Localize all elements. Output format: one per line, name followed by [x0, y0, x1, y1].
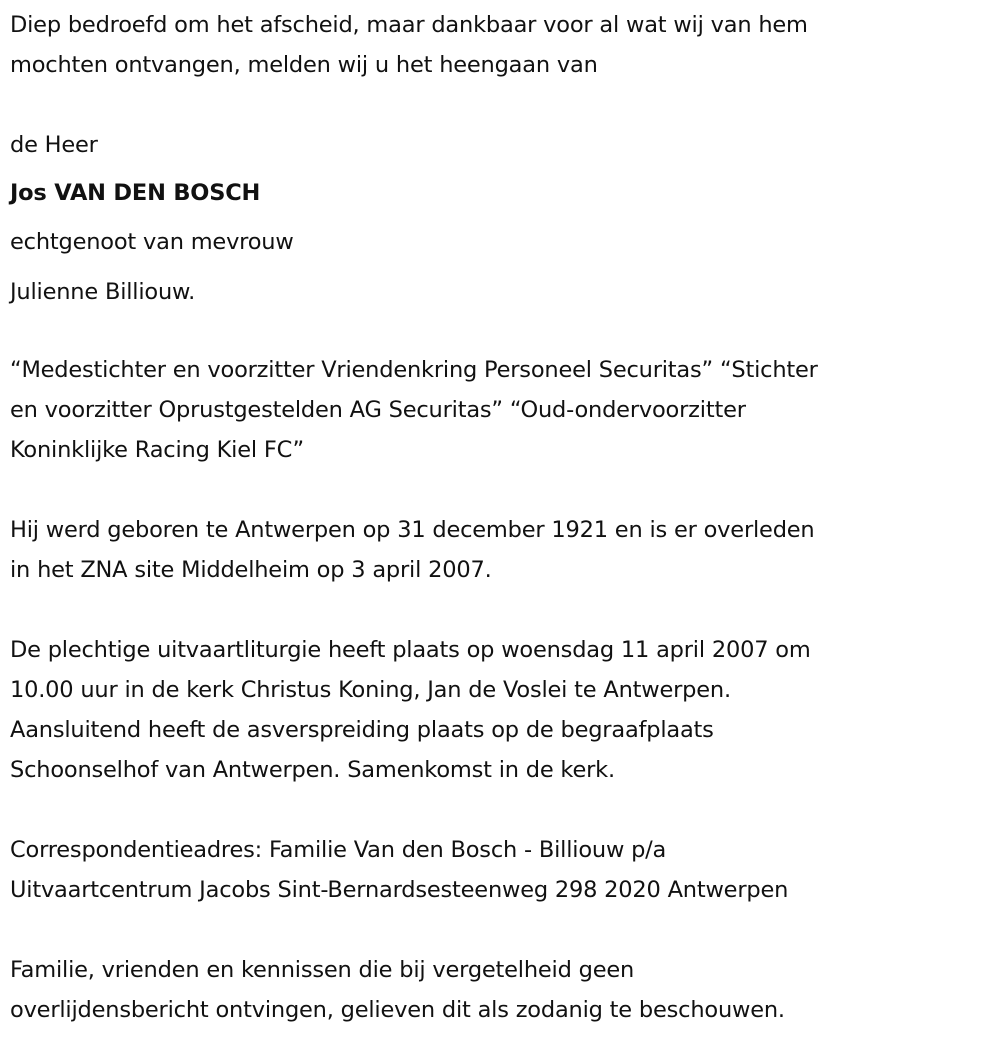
- funeral-line: Schoonselhof van Antwerpen. Samenkomst in de kerk.: [10, 757, 615, 783]
- honorific: de Heer: [10, 132, 98, 158]
- closing-line: Familie, vrienden en kennissen die bij vergetelheid geen: [10, 957, 635, 983]
- funeral-line: Aansluitend heeft de asverspreiding plaats op de begraafplaats: [10, 717, 714, 743]
- intro-line: mochten ontvangen, melden wij u het heengaan van: [10, 52, 598, 78]
- intro-line: Diep bedroefd om het afscheid, maar dankbaar voor al wat wij van hem: [10, 12, 808, 38]
- spouse-line: echtgenoot van mevrouw: [10, 229, 294, 255]
- funeral-line: De plechtige uitvaartliturgie heeft plaats op woensdag 11 april 2007 om: [10, 637, 811, 663]
- deceased-name: Jos VAN DEN BOSCH: [10, 180, 261, 206]
- birth-death-line: in het ZNA site Middelheim op 3 april 2007.: [10, 557, 492, 583]
- spouse-name: Julienne Billiouw.: [10, 279, 196, 305]
- funeral-line: 10.00 uur in de kerk Christus Koning, Jan de Voslei te Antwerpen.: [10, 677, 731, 703]
- functions-line: “Medestichter en voorzitter Vriendenkring Personeel Securitas” “Stichter: [10, 357, 818, 383]
- address-line: Correspondentieadres: Familie Van den Bosch - Billiouw p/a: [10, 837, 667, 863]
- functions-line: en voorzitter Oprustgestelden AG Securitas” “Oud-ondervoorzitter: [10, 397, 746, 423]
- functions-line: Koninklijke Racing Kiel FC”: [10, 437, 304, 463]
- address-line: Uitvaartcentrum Jacobs Sint-Bernardsesteenweg 298 2020 Antwerpen: [10, 877, 789, 903]
- closing-line: overlijdensbericht ontvingen, gelieven dit als zodanig te beschouwen.: [10, 997, 785, 1023]
- birth-death-line: Hij werd geboren te Antwerpen op 31 december 1921 en is er overleden: [10, 517, 815, 543]
